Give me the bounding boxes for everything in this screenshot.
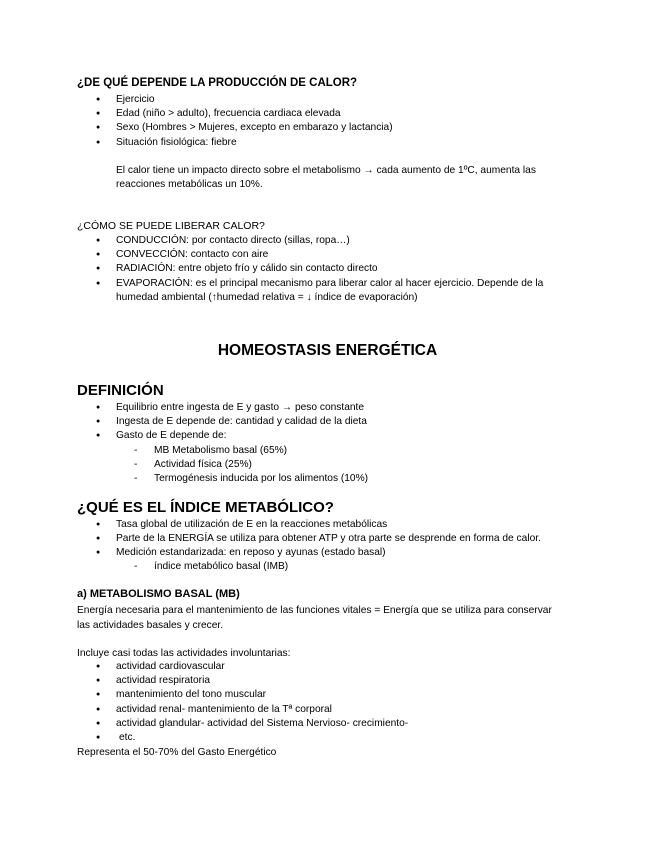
list-item: - MB Metabolismo basal (65%)	[134, 444, 368, 458]
list-item: ● etc.	[96, 731, 408, 745]
list-item: ● Gasto de E depende de:	[96, 429, 367, 443]
list-item: ● Ingesta de E depende de: cantidad y calidad de la dieta	[96, 415, 367, 429]
list-item: - Actividad física (25%)	[134, 458, 368, 472]
list-item: ● actividad respiratoria	[96, 674, 408, 688]
list-item: ● actividad renal- mantenimiento de la Tª corporal	[96, 703, 408, 717]
metabolic-index-heading: ¿QUÉ ES EL ÍNDICE METABÓLICO?	[77, 499, 334, 516]
list-item: ● Sexo (Hombres > Mujeres, excepto en embarazo y lactancia)	[96, 121, 393, 135]
list-item: ● mantenimiento del tono muscular	[96, 688, 408, 702]
list-item: - Termogénesis inducida por los alimentos (10%)	[134, 472, 368, 486]
basal-footer: Representa el 50-70% del Gasto Energético	[77, 747, 277, 758]
heat-release-list	[96, 234, 571, 305]
list-item: ● Tasa global de utilización de E en la reacciones metabólicas	[96, 518, 541, 532]
definition-heading: DEFINICIÓN	[77, 382, 164, 399]
list-item: ● RADIACIÓN: entre objeto frío y cálido sin contacto directo	[96, 262, 571, 276]
list-item: ● EVAPORACIÓN: es el principal mecanismo para liberar calor al hacer ejercicio. Depende de la humedad ambiental (↑humedad relativa = ↓ índice de evaporación)	[96, 277, 571, 305]
metabolic-index-list	[96, 518, 541, 561]
heat-release-heading: ¿CÓMO SE PUEDE LIBERAR CALOR?	[77, 220, 265, 232]
list-item: ● Equilibrio entre ingesta de E y gasto → peso constante	[96, 401, 367, 415]
basal-metabolism-heading: a) METABOLISMO BASAL (MB)	[77, 588, 240, 600]
definition-list	[96, 401, 367, 444]
list-item: ● CONDUCCIÓN: por contacto directo (sillas, ropa…)	[96, 234, 571, 248]
list-item: ● actividad cardiovascular	[96, 660, 408, 674]
basal-para-line2: las actividades basales y crecer.	[77, 620, 224, 631]
basal-para-line1: Energía necesaria para el mantenimiento de las funciones vitales = Energía que se utiliza para conservar	[77, 605, 552, 616]
page-title: HOMEOSTASIS ENERGÉTICA	[217, 342, 438, 359]
list-item: ● Parte de la ENERGÍA se utiliza para obtener ATP y otra parte se desprende en forma de calor.	[96, 532, 541, 546]
list-item: ● Medición estandarizada: en reposo y ayunas (estado basal)	[96, 546, 541, 560]
heat-production-list	[96, 93, 393, 150]
list-item: - índice metabólico basal (IMB)	[134, 560, 288, 574]
list-item: ● CONVECCIÓN: contacto con aire	[96, 248, 571, 262]
heat-production-heading: ¿DE QUÉ DEPENDE LA PRODUCCIÓN DE CALOR?	[77, 77, 358, 89]
heat-note-line1: El calor tiene un impacto directo sobre el metabolismo → cada aumento de 1ºC, aumenta las	[116, 165, 536, 176]
list-item: ● Situación fisiológica: fiebre	[96, 136, 393, 150]
metabolic-index-sublist	[134, 560, 288, 574]
list-item: ● actividad glandular- actividad del Sistema Nervioso- crecimiento-	[96, 717, 408, 731]
list-item: ● Ejercicio	[96, 93, 393, 107]
heat-note-line2: reacciones metabólicas un 10%.	[116, 179, 263, 190]
definition-sublist	[134, 444, 368, 487]
basal-includes: Incluye casi todas las actividades involuntarias:	[77, 648, 291, 659]
basal-activities-list	[96, 660, 408, 745]
list-item: ● Edad (niño > adulto), frecuencia cardiaca elevada	[96, 107, 393, 121]
